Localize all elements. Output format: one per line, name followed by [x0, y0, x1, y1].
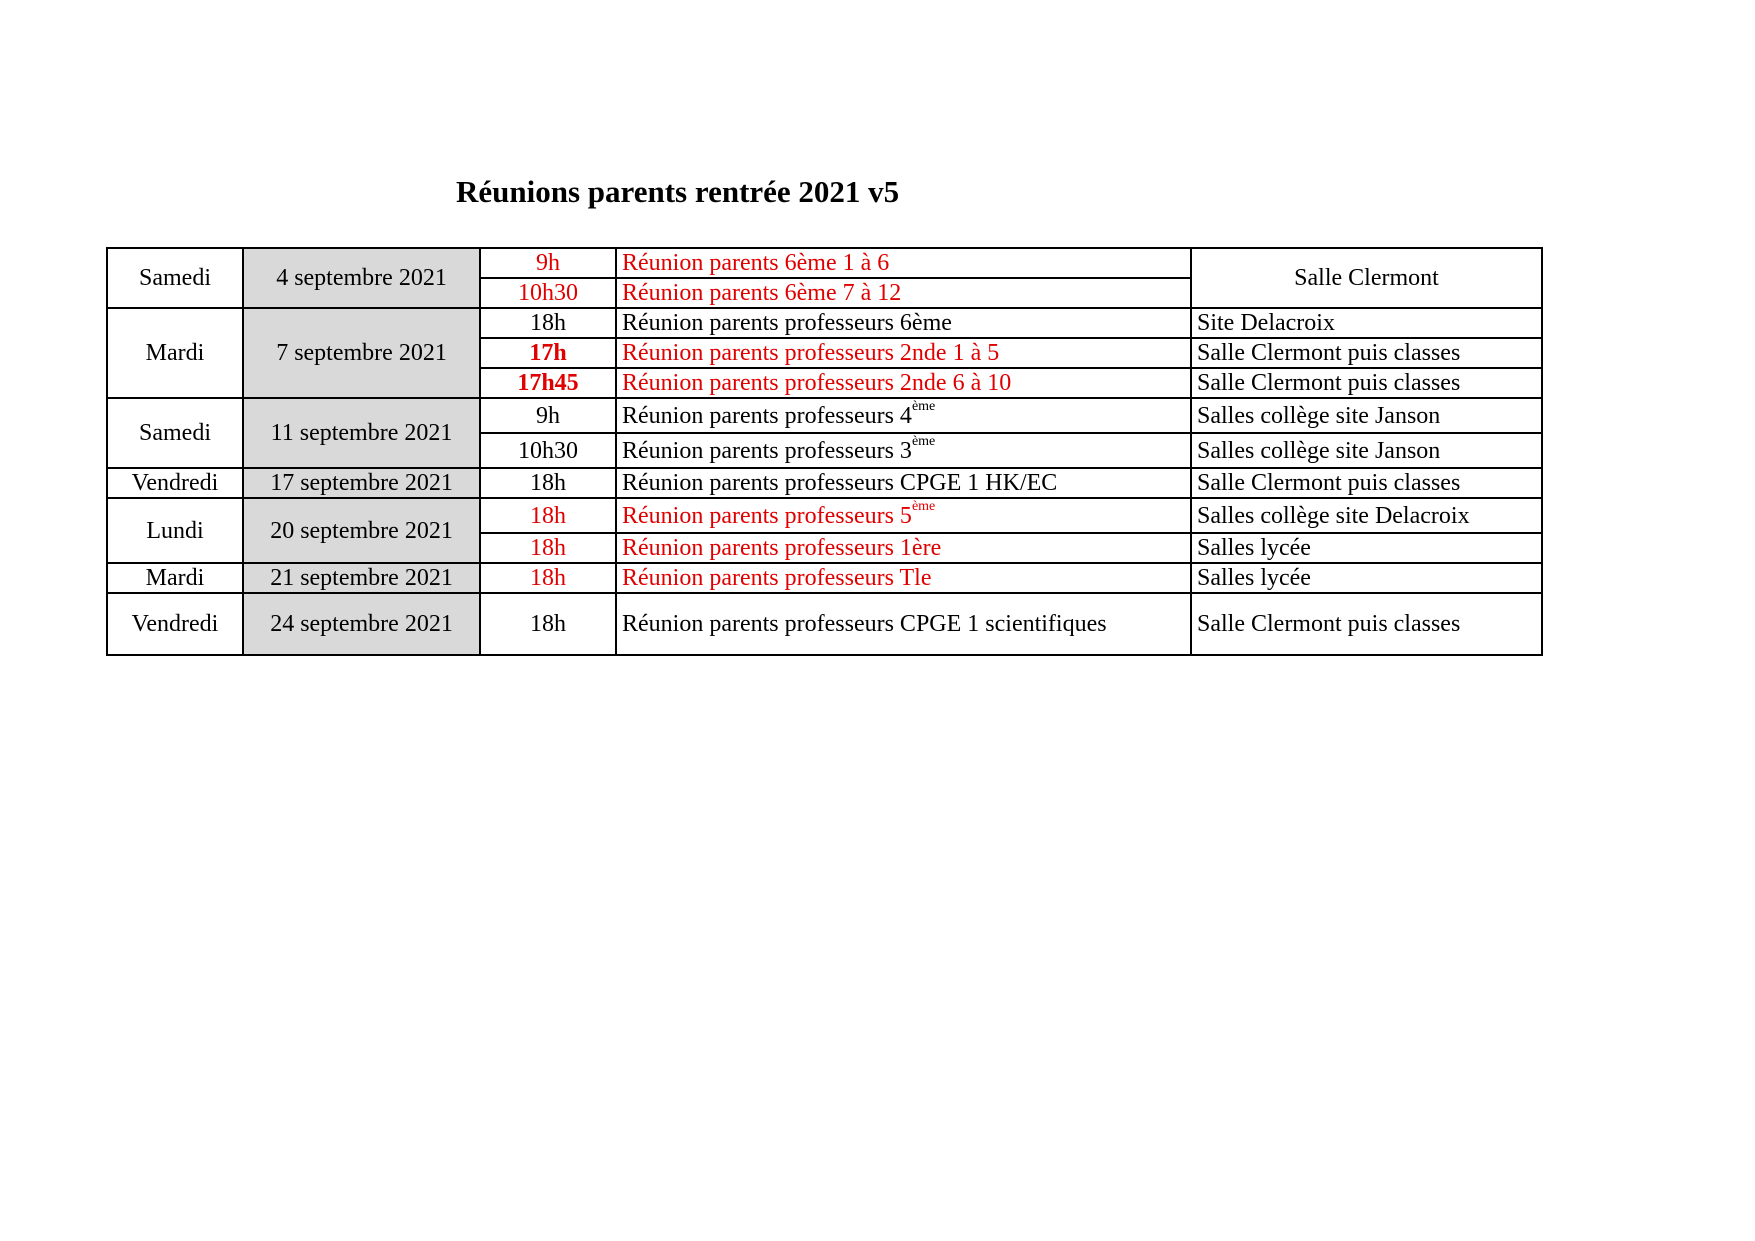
ordinal-suffix: ème	[911, 433, 936, 449]
location-cell: Salles collège site Delacroix	[1191, 498, 1542, 533]
day-cell: Samedi	[107, 248, 243, 308]
time-cell: 18h	[480, 308, 616, 338]
time-cell: 10h30	[480, 433, 616, 468]
time-cell: 9h	[480, 248, 616, 278]
event-text: Réunion parents professeurs 3	[622, 437, 912, 464]
day-cell: Lundi	[107, 498, 243, 563]
table-row	[107, 248, 1542, 278]
location-cell: Salles collège site Janson	[1191, 398, 1542, 433]
event-text: Réunion parents professeurs 5	[622, 502, 912, 529]
date-cell: 21 septembre 2021	[243, 563, 480, 593]
event-cell: Réunion parents professeurs Tle	[616, 563, 1191, 593]
time-cell: 17h	[480, 338, 616, 368]
time-cell: 18h	[480, 593, 616, 655]
date-cell: 17 septembre 2021	[243, 468, 480, 498]
event-cell: Réunion parents professeurs 6ème	[616, 308, 1191, 338]
location-cell: Salles collège site Janson	[1191, 433, 1542, 468]
location-cell: Salle Clermont puis classes	[1191, 593, 1542, 655]
event-cell: Réunion parents professeurs 2nde 1 à 5	[616, 338, 1191, 368]
event-cell: Réunion parents 6ème 1 à 6	[616, 248, 1191, 278]
ordinal-suffix: ème	[911, 498, 936, 514]
time-cell: 10h30	[480, 278, 616, 308]
day-cell: Samedi	[107, 398, 243, 468]
event-cell	[616, 433, 1191, 468]
time-cell: 18h	[480, 563, 616, 593]
time-cell: 18h	[480, 533, 616, 563]
day-cell: Vendredi	[107, 468, 243, 498]
event-cell: Réunion parents professeurs CPGE 1 HK/EC	[616, 468, 1191, 498]
location-cell: Salle Clermont	[1191, 248, 1542, 308]
table-row	[107, 593, 1542, 655]
location-cell: Salle Clermont puis classes	[1191, 468, 1542, 498]
location-cell: Salles lycée	[1191, 533, 1542, 563]
date-cell: 7 septembre 2021	[243, 308, 480, 398]
day-cell: Vendredi	[107, 593, 243, 655]
time-cell: 18h	[480, 468, 616, 498]
time-cell: 18h	[480, 498, 616, 533]
ordinal-suffix: ème	[911, 398, 936, 414]
meetings-table	[106, 247, 1543, 656]
event-cell	[616, 498, 1191, 533]
day-cell: Mardi	[107, 563, 243, 593]
location-cell: Salles lycée	[1191, 563, 1542, 593]
event-cell: Réunion parents professeurs 1ère	[616, 533, 1191, 563]
time-cell: 17h45	[480, 368, 616, 398]
table-row	[107, 308, 1542, 338]
location-cell: Salle Clermont puis classes	[1191, 338, 1542, 368]
page-title: Réunions parents rentrée 2021 v5	[456, 174, 900, 209]
event-cell: Réunion parents professeurs CPGE 1 scientifiques	[616, 593, 1191, 655]
event-cell	[616, 398, 1191, 433]
time-cell: 9h	[480, 398, 616, 433]
table-row	[107, 468, 1542, 498]
location-cell: Salle Clermont puis classes	[1191, 368, 1542, 398]
table-row	[107, 498, 1542, 533]
date-cell: 24 septembre 2021	[243, 593, 480, 655]
date-cell: 4 septembre 2021	[243, 248, 480, 308]
event-cell: Réunion parents 6ème 7 à 12	[616, 278, 1191, 308]
location-cell: Site Delacroix	[1191, 308, 1542, 338]
table-row	[107, 398, 1542, 433]
table-row	[107, 563, 1542, 593]
day-cell: Mardi	[107, 308, 243, 398]
date-cell: 11 septembre 2021	[243, 398, 480, 468]
event-text: Réunion parents professeurs 4	[622, 402, 912, 429]
date-cell: 20 septembre 2021	[243, 498, 480, 563]
event-cell: Réunion parents professeurs 2nde 6 à 10	[616, 368, 1191, 398]
